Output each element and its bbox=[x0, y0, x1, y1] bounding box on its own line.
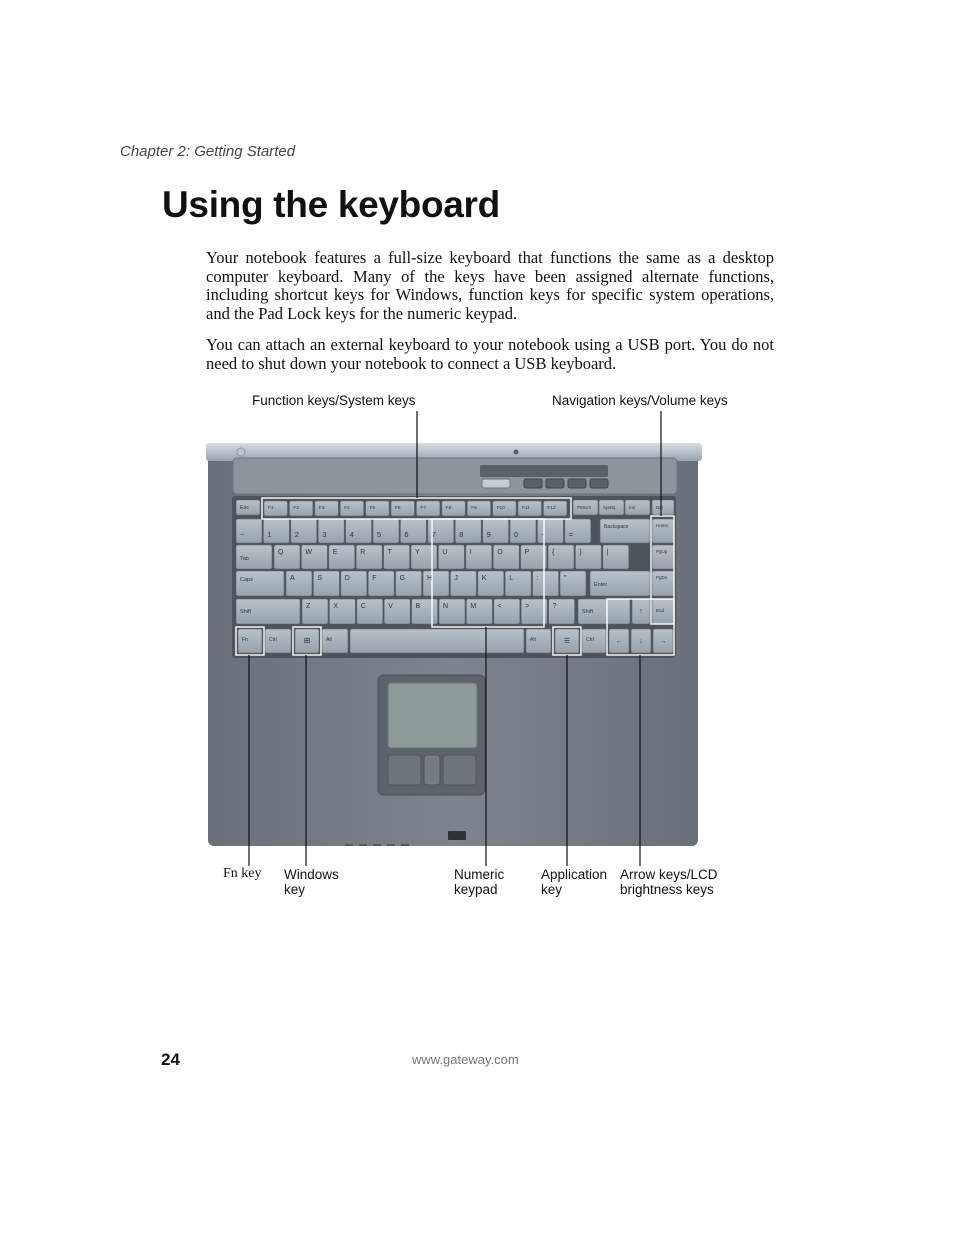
key-label-f2: F2 bbox=[293, 506, 300, 511]
key-label-right-alt: Alt bbox=[530, 637, 536, 643]
key-label-left-shift: Shift bbox=[240, 609, 252, 615]
key-label-f10: F10 bbox=[496, 506, 505, 511]
intro-paragraph: Your notebook features a full-size keyboard that functions the same as a desktop computer keyboard. Many of the keys have been assigned alternate functions, including shortcut keys for Windows, function keys for specific system operations, and the Pad Lock keys for the numeric keypad. bbox=[206, 248, 774, 323]
top-control-panel bbox=[233, 458, 677, 494]
key-label-end: End bbox=[656, 608, 665, 613]
key-label-fn: Fn bbox=[242, 637, 248, 643]
key-label-row1-3: 3 bbox=[322, 530, 327, 539]
key-label-row1-0: ~ bbox=[240, 530, 245, 539]
key-label-row2-2: E bbox=[332, 549, 338, 556]
lid-latch-icon bbox=[514, 450, 519, 455]
key-label-row3-2: D bbox=[344, 575, 350, 582]
key-label-row1-7: 7 bbox=[431, 530, 436, 539]
key-label-row3-8: L bbox=[509, 575, 514, 582]
key-label-row2-5: Y bbox=[415, 549, 420, 556]
key-spacebar bbox=[350, 629, 524, 653]
key-label-row3-1: S bbox=[317, 575, 323, 582]
key-label-row1-1: 1 bbox=[267, 530, 272, 539]
key-label-row4-5: N bbox=[443, 603, 449, 610]
key-label-row1-10: 0 bbox=[514, 530, 519, 539]
callout-function-keys: Function keys/System keys bbox=[252, 393, 416, 408]
key-label-f11: F11 bbox=[522, 506, 530, 511]
key-label-row3-5: H bbox=[427, 575, 433, 582]
callout-windows-key-line1: Windows bbox=[284, 867, 339, 882]
page-title: Using the keyboard bbox=[162, 184, 500, 225]
key-label-row1-4: 4 bbox=[349, 530, 354, 539]
callout-arrow-keys-line1: Arrow keys/LCD bbox=[620, 867, 718, 882]
front-latch bbox=[448, 831, 466, 840]
key-label-row2-3: R bbox=[360, 549, 366, 556]
key-label-row1-12: = bbox=[568, 530, 574, 539]
launch-button-1 bbox=[524, 479, 542, 488]
key-label-row3-3: F bbox=[372, 575, 377, 582]
key-label-row1-9: 9 bbox=[486, 530, 491, 539]
key-label-row4-9: ? bbox=[552, 603, 557, 610]
key-label-tab: Tab bbox=[240, 556, 249, 562]
page-number: 24 bbox=[161, 1050, 180, 1069]
launch-button-4 bbox=[590, 479, 608, 488]
key-label-f7: F7 bbox=[420, 506, 427, 511]
touchpad-scroll-button bbox=[424, 755, 440, 785]
key-label-row3-7: K bbox=[481, 575, 487, 582]
key-label-row2-12: | bbox=[606, 549, 609, 556]
key-label-f1: F1 bbox=[268, 506, 274, 511]
key-label-ins: Ins bbox=[629, 505, 636, 510]
key-label-f4: F4 bbox=[344, 506, 350, 511]
key-label-windows: ⊞ bbox=[303, 636, 311, 645]
key-label-right-ctrl: Ctrl bbox=[586, 637, 594, 643]
touchpad bbox=[388, 683, 477, 748]
key-label-row3-0: A bbox=[290, 575, 295, 582]
key-label-row1-6: 6 bbox=[404, 530, 409, 539]
key-label-backspace: Backspace bbox=[604, 524, 629, 530]
key-label-row2-8: O bbox=[497, 549, 503, 556]
footer-url: www.gateway.com bbox=[412, 1052, 519, 1067]
key-label-row3-6: J bbox=[454, 575, 458, 582]
key-label-row2-7: I bbox=[469, 549, 472, 556]
launch-button-3 bbox=[568, 479, 586, 488]
power-button bbox=[482, 479, 510, 488]
key-label-row1-11: - bbox=[541, 530, 544, 539]
key-label-row4-4: B bbox=[415, 603, 421, 610]
key-label-row4-7: < bbox=[497, 603, 502, 610]
key-label-row1-5: 5 bbox=[377, 530, 382, 539]
launch-button-2 bbox=[546, 479, 564, 488]
key-label-row4-3: V bbox=[388, 603, 393, 610]
key-label-row4-6: M bbox=[470, 603, 477, 610]
usb-keyboard-paragraph: You can attach an external keyboard to your notebook using a USB port. You do not need to shut down your notebook to connect a USB keyboard. bbox=[206, 335, 774, 373]
key-label-arrow-left: ← bbox=[615, 638, 623, 645]
key-label-row3-9: : bbox=[536, 575, 539, 582]
key-label-row1-2: 2 bbox=[294, 530, 299, 539]
key-label-caps: Caps bbox=[240, 577, 253, 583]
key-label-f6: F6 bbox=[395, 506, 401, 511]
key-label-left-ctrl: Ctrl bbox=[269, 637, 277, 643]
key-label-left-alt: Alt bbox=[326, 637, 332, 643]
chapter-header: Chapter 2: Getting Started bbox=[120, 143, 296, 160]
key-label-right-shift: Shift bbox=[582, 609, 594, 615]
callout-application-key-line2: key bbox=[541, 882, 563, 897]
key-label-row4-1: X bbox=[333, 603, 339, 610]
key-caps bbox=[236, 571, 284, 596]
key-label-esc: Esc bbox=[240, 505, 250, 511]
callout-numeric-keypad-line2: keypad bbox=[454, 882, 498, 897]
key-label-del: Del bbox=[656, 505, 663, 510]
callout-windows-key-line2: key bbox=[284, 882, 306, 897]
key-label-application: ☰ bbox=[563, 638, 571, 645]
key-label-pgdn: PgDn bbox=[656, 575, 668, 580]
key-label-prtscrn: PrtScrn bbox=[577, 505, 591, 510]
key-label-row2-11: } bbox=[579, 549, 582, 556]
key-label-row4-8: > bbox=[525, 603, 530, 610]
callout-application-key-line1: Application bbox=[541, 867, 608, 882]
key-label-f3: F3 bbox=[318, 506, 325, 511]
callout-numeric-keypad-line1: Numeric bbox=[454, 867, 505, 882]
key-label-sysrq: SysRq bbox=[603, 505, 616, 510]
key-label-enter: Enter bbox=[594, 582, 608, 588]
status-led-strip bbox=[480, 465, 608, 477]
key-label-arrow-up: ↑ bbox=[639, 608, 643, 615]
key-label-row4-2: C bbox=[360, 603, 366, 610]
touchpad-right-button bbox=[443, 755, 476, 785]
key-label-f5: F5 bbox=[369, 506, 376, 511]
key-label-row2-1: W bbox=[305, 549, 313, 556]
key-label-home: Home bbox=[656, 523, 669, 528]
key-backspace bbox=[600, 519, 650, 543]
key-label-f9: F9 bbox=[471, 506, 477, 511]
hinge-screw-icon bbox=[237, 448, 245, 456]
key-label-row3-10: " bbox=[564, 575, 567, 582]
key-label-row2-0: Q bbox=[278, 549, 284, 556]
key-label-row2-10: { bbox=[552, 549, 555, 556]
key-label-arrow-down: ↓ bbox=[639, 638, 643, 645]
touchpad-left-button bbox=[388, 755, 421, 785]
key-label-row2-6: U bbox=[442, 549, 448, 556]
key-label-f8: F8 bbox=[445, 506, 452, 511]
callout-fn-key: Fn key bbox=[223, 866, 262, 881]
key-label-f12: F12 bbox=[547, 506, 556, 511]
callout-navigation-keys: Navigation keys/Volume keys bbox=[552, 393, 728, 408]
key-label-row2-4: T bbox=[387, 549, 392, 556]
key-label-row4-0: Z bbox=[306, 603, 311, 610]
key-label-row1-8: 8 bbox=[459, 530, 464, 539]
key-label-pgup: PgUp bbox=[656, 549, 668, 554]
callout-arrow-keys-line2: brightness keys bbox=[620, 882, 714, 897]
key-label-arrow-right: → bbox=[659, 638, 667, 645]
key-label-row3-4: G bbox=[399, 575, 406, 582]
key-label-row2-9: P bbox=[524, 549, 530, 556]
